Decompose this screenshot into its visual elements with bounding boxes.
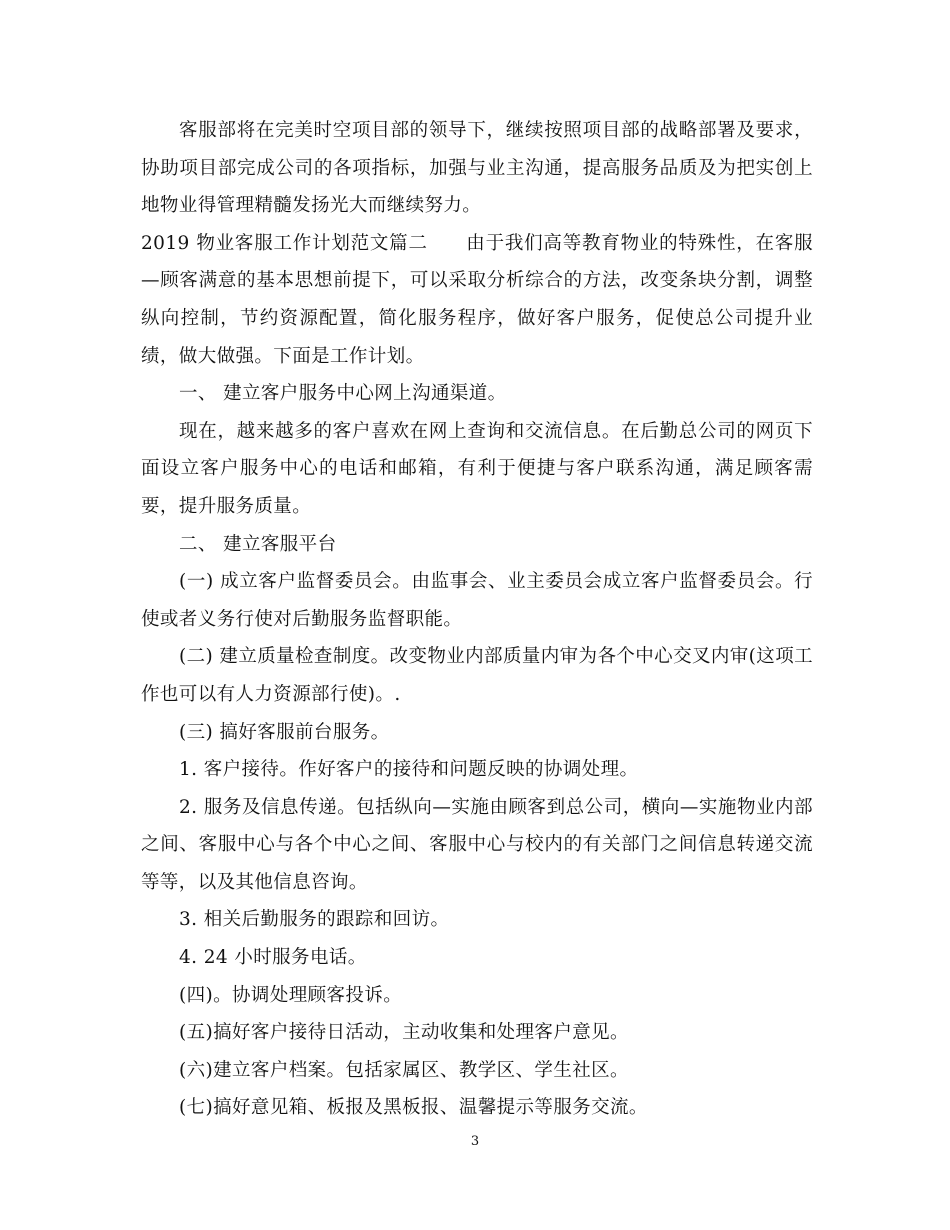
paragraph-5: 二、 建立客服平台 <box>179 533 337 555</box>
paragraph-4: 现在，越来越多的客户喜欢在网上查询和交流信息。在后勤总公司的网页下面设立客户服务中心的电话和邮箱，有利于便捷与客户联系沟通，满足顾客需要，提升服务质量。 <box>141 420 813 517</box>
paragraph-16: (七)搞好意见箱、板报及黑板报、温馨提示等服务交流。 <box>179 1097 648 1119</box>
paragraph-12: 4. 24 小时服务电话。 <box>179 947 367 969</box>
paragraph-13: (四)。协调处理顾客投诉。 <box>179 984 403 1006</box>
paragraph-7: (二) 建立质量检查制度。改变物业内部质量内审为各个中心交叉内审(这项工作也可以有人力资源部行使)。. <box>141 646 813 705</box>
paragraph-15: (六)建立客户档案。包括家属区、教学区、学生社区。 <box>179 1059 629 1081</box>
document-body <box>141 112 813 1127</box>
paragraph-3: 一、 建立客户服务中心网上沟通渠道。 <box>179 383 507 405</box>
paragraph-9: 1. 客户接待。作好客户的接待和问题反映的协调处理。 <box>179 759 639 781</box>
paragraph-10: 2. 服务及信息传递。包括纵向—实施由顾客到总公司，横向—实施物业内部之间、客服中心与各个中心之间、客服中心与校内的有关部门之间信息转递交流等等，以及其他信息咨询。 <box>141 796 813 893</box>
paragraph-11: 3. 相关后勤服务的跟踪和回访。 <box>179 909 450 931</box>
paragraph-1: 客服部将在完美时空项目部的领导下，继续按照项目部的战略部署及要求，协助项目部完成公司的各项指标，加强与业主沟通，提高服务品质及为把实创上地物业得管理精髓发扬光大而继续努力。 <box>141 120 813 217</box>
paragraph-2: 2019 物业客服工作计划范文篇二 由于我们高等教育物业的特殊性，在客服—顾客满意的基本思想前提下，可以采取分析综合的方法，改变条块分割，调整纵向控制，节约资源配置，简化服务程序，做好客户服务，促使总公司提升业绩，做大做强。下面是工作计划。 <box>141 232 813 367</box>
paragraph-8: (三) 搞好客服前台服务。 <box>179 721 390 743</box>
page-number: 3 <box>470 1134 480 1149</box>
paragraph-14: (五)搞好客户接待日活动，主动收集和处理客户意见。 <box>179 1022 629 1044</box>
paragraph-6: (一) 成立客户监督委员会。由监事会、业主委员会成立客户监督委员会。行使或者义务行使对后勤服务监督职能。 <box>141 571 813 630</box>
